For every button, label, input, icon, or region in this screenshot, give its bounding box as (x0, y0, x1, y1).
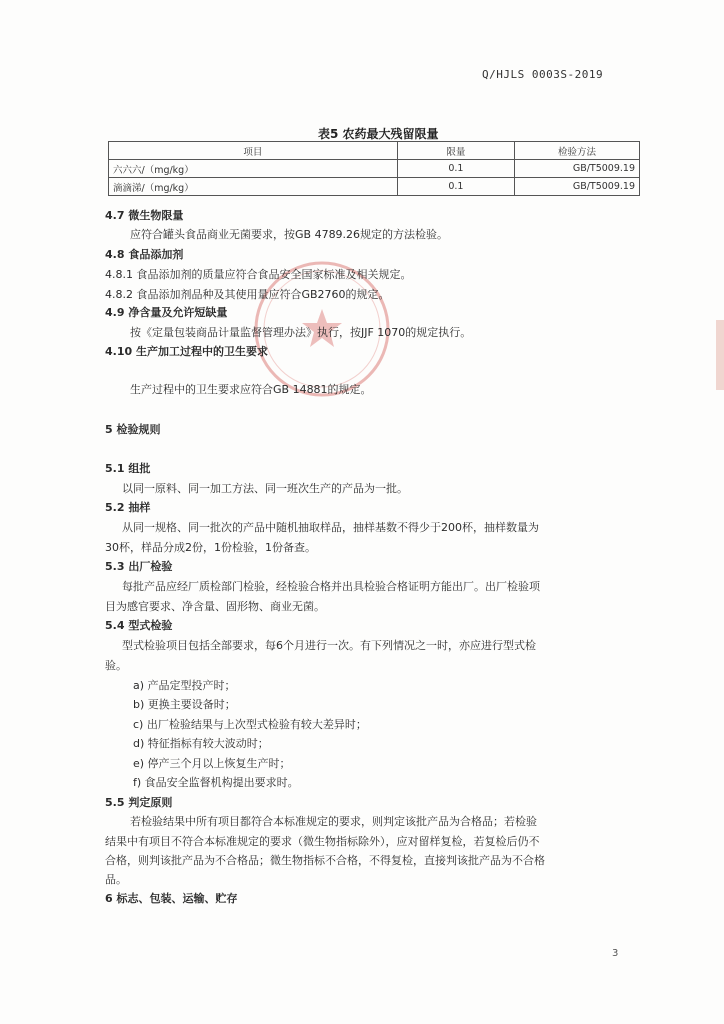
list-item: c) 出厂检验结果与上次型式检验有较大差异时； (133, 718, 367, 731)
section-heading: 4.10 生产加工过程中的卫生要求 (105, 345, 268, 358)
section-heading: 5.5 判定原则 (105, 796, 173, 809)
column-header: 检验方法 (514, 142, 639, 160)
section-heading: 4.9 净含量及允许短缺量 (105, 306, 228, 319)
edge-stamp-mark (716, 320, 724, 390)
section-heading: 5.2 抽样 (105, 501, 151, 514)
section-text: 4.8.2 食品添加剂品种及其使用量应符合GB2760的规定。 (105, 288, 390, 301)
table-title: 表5 农药最大残留限量 (318, 127, 439, 141)
section-heading: 6 标志、包装、运输、贮存 (105, 892, 238, 905)
section-text: 目为感官要求、净含量、固形物、商业无菌。 (105, 600, 325, 613)
section-text: 结果中有项目不符合本标准规定的要求（微生物指标除外），应对留样复检，若复检后仍不 (105, 835, 540, 848)
list-item: f) 食品安全监督机构提出要求时。 (133, 776, 299, 789)
table-cell: 0.1 (397, 178, 514, 196)
list-item: a) 产品定型投产时； (133, 679, 236, 692)
list-item: e) 停产三个月以上恢复生产时； (133, 757, 291, 770)
column-header: 项目 (109, 142, 398, 160)
page-number: 3 (612, 948, 619, 959)
section-heading: 5.3 出厂检验 (105, 560, 173, 573)
section-heading: 4.8 食品添加剂 (105, 248, 184, 261)
table-cell: 0.1 (397, 160, 514, 178)
section-text: 以同一原料、同一加工方法、同一班次生产的产品为一批。 (122, 482, 408, 495)
section-text: 应符合罐头食品商业无菌要求，按GB 4789.26规定的方法检验。 (130, 228, 449, 241)
table-header-row (109, 142, 640, 160)
section-text: 型式检验项目包括全部要求，每6个月进行一次。有下列情况之一时，亦应进行型式检 (122, 639, 536, 652)
section-heading: 5 检验规则 (105, 423, 161, 436)
section-text: 30杯，样品分成2份，1份检验，1份备查。 (105, 541, 316, 554)
list-item: d) 特征指标有较大波动时； (133, 737, 269, 750)
section-text: 合格，则判该批产品为不合格品；微生物指标不合格，不得复检，直接判该批产品为不合格 (105, 854, 545, 867)
section-text: 品。 (105, 873, 127, 886)
table-cell: GB/T5009.19 (514, 160, 639, 178)
document-code: Q/HJLS 0003S-2019 (482, 68, 604, 81)
table-row (109, 178, 640, 196)
section-text: 每批产品应经厂质检部门检验，经检验合格并出具检验合格证明方能出厂。出厂检验项 (122, 580, 540, 593)
table-row (109, 160, 640, 178)
section-text: 生产过程中的卫生要求应符合GB 14881的规定。 (130, 383, 372, 396)
column-header: 限量 (397, 142, 514, 160)
section-text: 4.8.1 食品添加剂的质量应符合食品安全国家标准及相关规定。 (105, 268, 412, 281)
table-cell: 六六六/（mg/kg） (109, 160, 398, 178)
list-item: b) 更换主要设备时； (133, 698, 236, 711)
pesticide-residue-table (108, 141, 640, 196)
section-text: 按《定量包装商品计量监督管理办法》执行，按JJF 1070的规定执行。 (130, 326, 472, 339)
section-heading: 5.1 组批 (105, 462, 151, 475)
section-heading: 4.7 微生物限量 (105, 209, 184, 222)
section-text: 验。 (105, 659, 127, 672)
table-cell: GB/T5009.19 (514, 178, 639, 196)
table-cell: 滴滴涕/（mg/kg） (109, 178, 398, 196)
section-heading: 5.4 型式检验 (105, 619, 173, 632)
section-text: 从同一规格、同一批次的产品中随机抽取样品，抽样基数不得少于200杯，抽样数量为 (122, 521, 539, 534)
section-text: 若检验结果中所有项目都符合本标准规定的要求，则判定该批产品为合格品；若检验 (130, 815, 537, 828)
